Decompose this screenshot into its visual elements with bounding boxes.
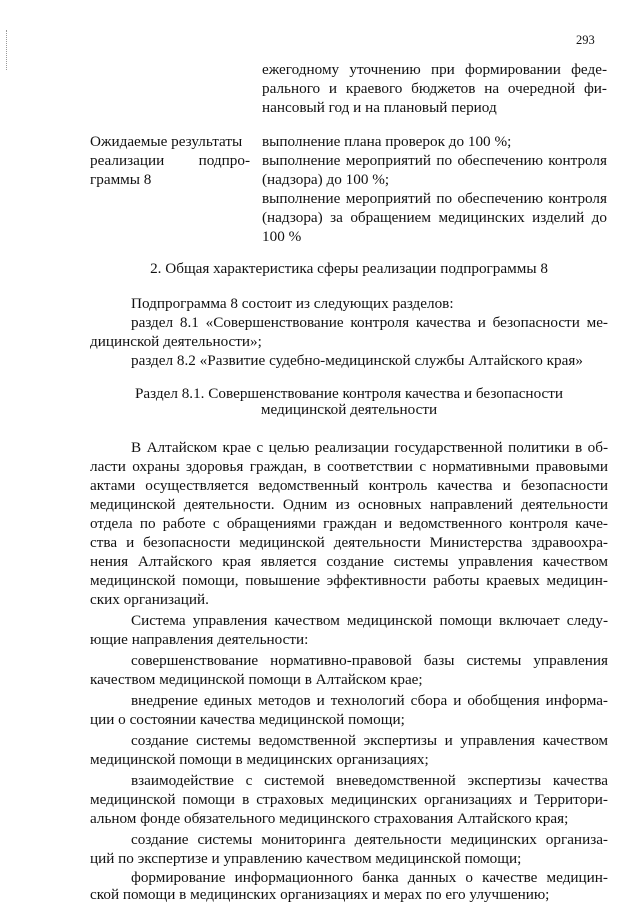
row-label-line-3: граммы 8 (90, 171, 152, 188)
result-line-3: (надзора) до 100 %; (262, 171, 390, 188)
result-line-6: 100 % (262, 228, 302, 245)
item-1-line-2: качеством медицинской помощи в Алтайском крае; (90, 671, 423, 688)
result-line-5: (надзора) за обращением медицинских изделий до (262, 209, 607, 226)
table-cont-line-2: рального и краевого бюджетов на очередной фи- (262, 80, 607, 97)
p1-line-8: медицинской помощи, повышение эффективности работы краевых медицин- (90, 572, 608, 589)
intro-line-2: раздел 8.1 «Совершенствование контроля качества и безопасности ме- (131, 314, 608, 331)
table-cont-line-1: ежегодному уточнению при формировании феде- (262, 61, 607, 78)
result-line-4: выполнение мероприятий по обеспечению контроля (262, 190, 607, 207)
subsection-heading-line-2: медицинской деятельности (260, 401, 438, 418)
result-line-1: выполнение плана проверок до 100 %; (262, 133, 512, 150)
p1-line-4: медицинской деятельности. Одним из основных направлений деятельности (90, 496, 608, 513)
p2-line-1: Система управления качеством медицинской помощи включает следу- (131, 612, 608, 629)
intro-line-1: Подпрограмма 8 состоит из следующих разделов: (131, 295, 454, 312)
item-4-line-1: взаимодействие с системой вневедомственной экспертизы качества (131, 772, 608, 789)
row-label-line-2: реализации подпро- (90, 152, 250, 169)
p1-line-7: нения Алтайского края является создание системы управления качеством (90, 553, 608, 570)
item-3-line-1: создание системы ведомственной экспертизы и управления качеством (131, 732, 608, 749)
item-2-line-1: внедрение единых методов и технологий сбора и обобщения информа- (131, 692, 608, 709)
subsection-heading-line-1: Раздел 8.1. Совершенствование контроля качества и безопасности (134, 385, 564, 402)
item-6-line-2: ской помощи в медицинских организациях и мерах по его улучшению; (90, 886, 550, 903)
p1-line-9: ских организаций. (90, 591, 209, 608)
item-5-line-2: ций по экспертизе и управлению качеством медицинской помощи; (90, 850, 522, 867)
intro-line-4: раздел 8.2 «Развитие судебно-медицинской службы Алтайского края» (131, 352, 583, 369)
intro-line-3: дицинской деятельности»; (90, 333, 262, 350)
p1-line-5: отдела по работе с обращениями граждан и ведомственного контроля каче- (90, 515, 608, 532)
section-heading: 2. Общая характеристика сферы реализации подпрограммы 8 (150, 260, 548, 277)
item-4-line-3: альном фонде обязательного медицинского страхования Алтайского края; (90, 810, 569, 827)
item-2-line-2: ции о состоянии качества медицинской помощи; (90, 711, 405, 728)
table-cont-line-3: нансовый год и на плановый период (262, 99, 497, 116)
p1-line-1: В Алтайском крае с целью реализации государственной политики в об- (131, 439, 608, 456)
p2-line-2: ющие направления деятельности: (90, 631, 309, 648)
item-5-line-1: создание системы мониторинга деятельности медицинских организа- (131, 831, 608, 848)
page-number: 293 (576, 33, 595, 47)
item-4-line-2: медицинской помощи в страховых медицинских организациях и Территори- (90, 791, 608, 808)
margin-mark (6, 30, 9, 70)
item-1-line-1: совершенствование нормативно-правовой базы системы управления (131, 652, 608, 669)
item-6-line-1: формирование информационного банка данных о качестве медицин- (131, 869, 608, 886)
p1-line-3: актами осуществляется ведомственный контроль качества и безопасности (90, 477, 608, 494)
row-label-line-1: Ожидаемые результаты (90, 133, 243, 150)
result-line-2: выполнение мероприятий по обеспечению контроля (262, 152, 607, 169)
p1-line-6: ства и безопасности медицинской деятельности Министерства здравоохра- (90, 534, 608, 551)
p1-line-2: ласти охраны здоровья граждан, в соответствии с нормативными правовыми (90, 458, 608, 475)
item-3-line-2: медицинской помощи в медицинских организациях; (90, 751, 429, 768)
